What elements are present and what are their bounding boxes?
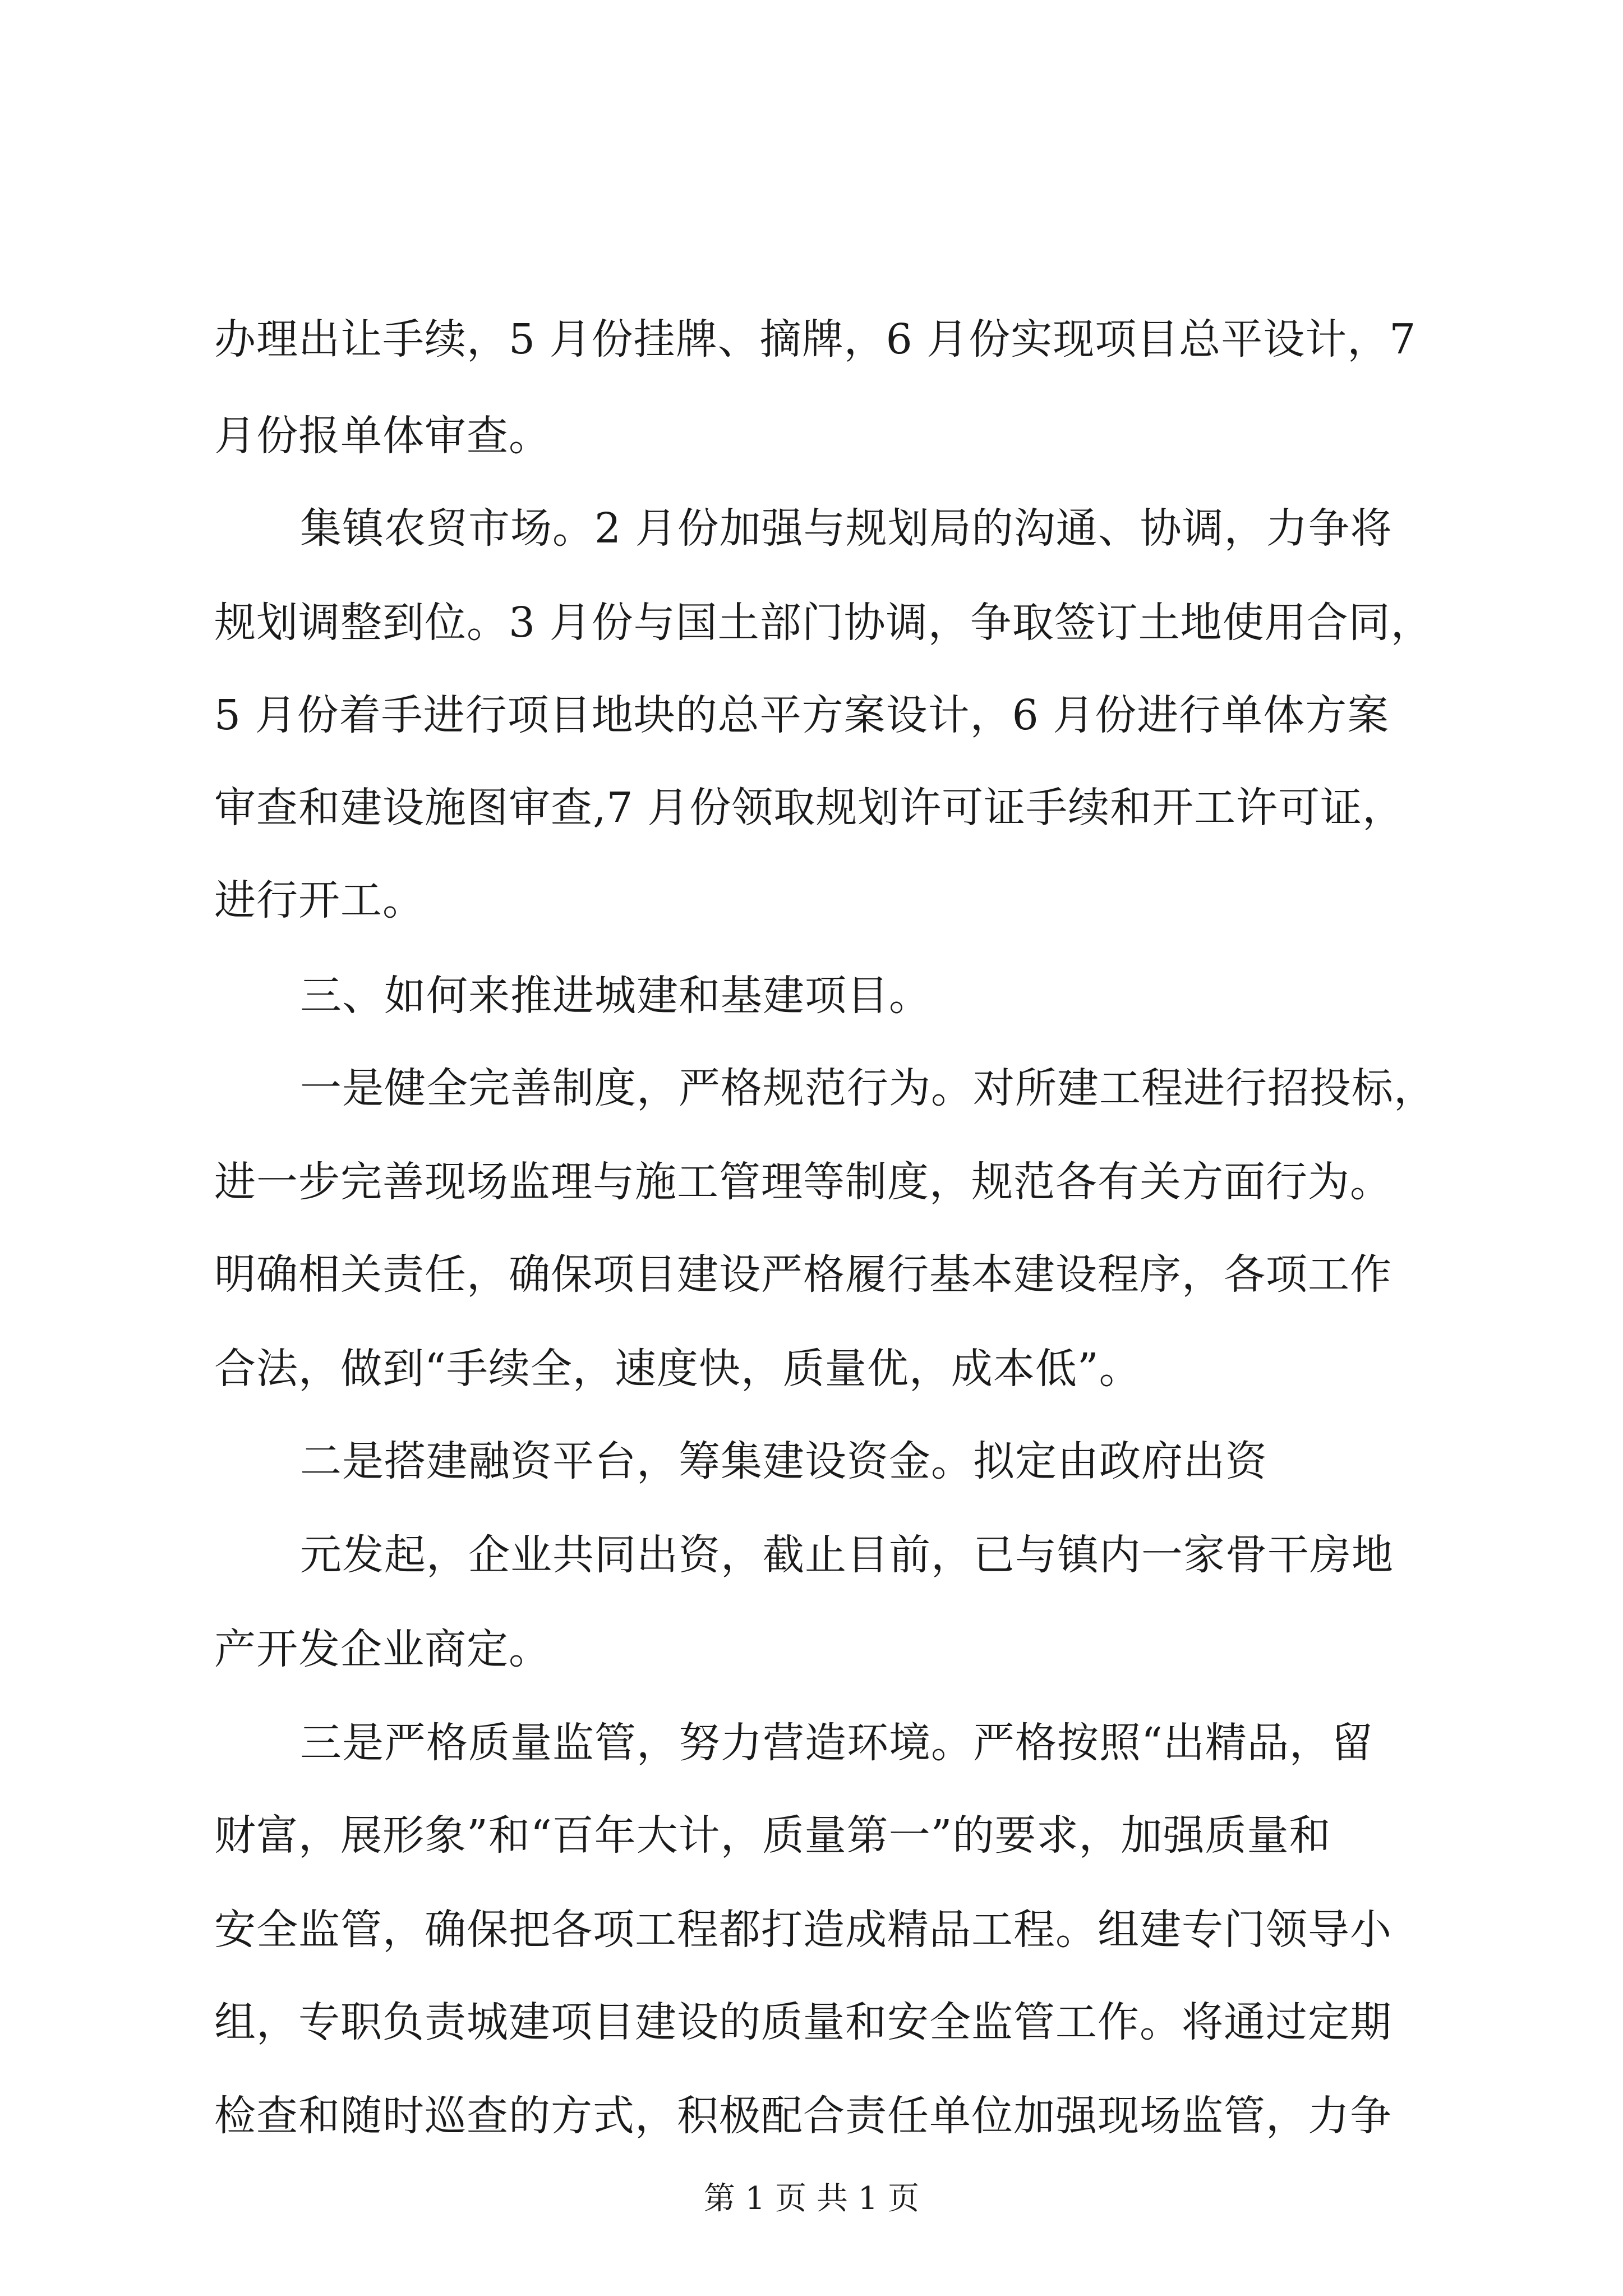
body-line-15: 产开发企业商定。: [214, 1625, 551, 1673]
body-line-10: 进一步完善现场监理与施工管理等制度，规范各有关方面行为。: [214, 1158, 1392, 1206]
body-line-13: 二是搭建融资平台，筹集建设资金。拟定由政府出资: [300, 1437, 1267, 1485]
body-line-2: 月份报单体审查。: [214, 412, 551, 460]
body-line-16: 三是严格质量监管，努力营造环境。严格按照“出精品，留: [300, 1719, 1373, 1767]
body-line-19: 组，专职负责城建项目建设的质量和安全监管工作。将通过定期: [214, 1998, 1392, 2046]
body-line-3: 集镇农贸市场。2 月份加强与规划局的沟通、协调，力争将: [300, 504, 1393, 553]
body-line-1: 办理出让手续，5 月份挂牌、摘牌，6 月份实现项目总平设计，7: [214, 315, 1417, 364]
body-line-11: 明确相关责任，确保项目建设严格履行基本建设程序，各项工作: [214, 1250, 1392, 1299]
body-line-14: 元发起，企业共同出资，截止目前，已与镇内一家骨干房地: [300, 1531, 1394, 1579]
body-line-20: 检查和随时巡查的方式，积极配合责任单位加强现场监管，力争: [214, 2092, 1392, 2140]
body-line-9: 一是健全完善制度，严格规范行为。对所建工程进行招投标，: [300, 1064, 1436, 1112]
section-heading: 三、如何来推进城建和基建项目。: [300, 972, 931, 1020]
body-line-5: 5 月份着手进行项目地块的总平方案设计，6 月份进行单体方案: [214, 691, 1390, 739]
body-line-17: 财富，展形象”和“百年大计，质量第一”的要求，加强质量和: [214, 1811, 1331, 1860]
page-footer: 第 1 页 共 1 页: [703, 2180, 920, 2217]
body-line-4: 规划调整到位。3 月份与国土部门协调，争取签订土地使用合同，: [214, 599, 1433, 647]
body-line-7: 进行开工。: [214, 876, 425, 924]
body-line-18: 安全监管，确保把各项工程都打造成精品工程。组建专门领导小: [214, 1906, 1392, 1954]
body-line-6: 审查和建设施图审查,7 月份领取规划许可证手续和开工许可证，: [214, 784, 1405, 832]
body-line-12: 合法，做到“手续全，速度快，质量优，成本低”。: [214, 1345, 1141, 1393]
